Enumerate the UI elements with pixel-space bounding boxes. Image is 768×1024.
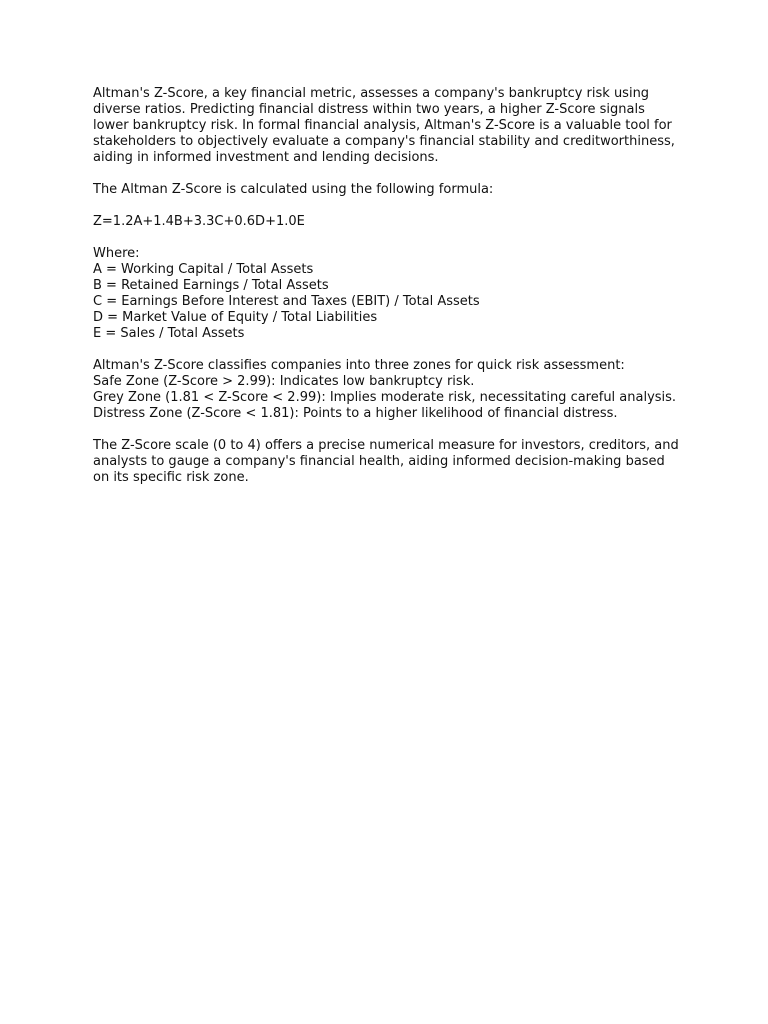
grey-zone: Grey Zone (1.81 < Z-Score < 2.99): Implies moderate risk, necessitating careful analysis.: [93, 390, 677, 405]
variable-b: B = Retained Earnings / Total Assets: [93, 278, 329, 293]
formula-intro: The Altman Z-Score is calculated using the following formula:: [93, 182, 494, 197]
conclusion-paragraph: The Z-Score scale (0 to 4) offers a precise numerical measure for investors, creditors, and analysts to gauge a company's financial health, aiding informed decision-making based on its specific risk zone.: [93, 438, 679, 485]
zones-intro: Altman's Z-Score classifies companies into three zones for quick risk assessment:: [93, 358, 625, 373]
variables-block: [93, 246, 683, 342]
variable-c: C = Earnings Before Interest and Taxes (EBIT) / Total Assets: [93, 294, 480, 309]
zones-block: [93, 358, 683, 422]
formula: Z=1.2A+1.4B+3.3C+0.6D+1.0E: [93, 214, 305, 229]
variable-e: E = Sales / Total Assets: [93, 326, 245, 341]
where-label: Where:: [93, 246, 140, 261]
safe-zone: Safe Zone (Z-Score > 2.99): Indicates low bankruptcy risk.: [93, 374, 475, 389]
variable-d: D = Market Value of Equity / Total Liabilities: [93, 310, 378, 325]
distress-zone: Distress Zone (Z-Score < 1.81): Points to a higher likelihood of financial distress.: [93, 406, 618, 421]
intro-paragraph: Altman's Z-Score, a key financial metric, assesses a company's bankruptcy risk using diverse ratios. Predicting financial distress within two years, a higher Z-Score signals lower bankruptcy risk. In formal financial analysis, Altman's Z-Score is a valuable tool for stakeholders to objectively evaluate a company's financial stability and creditworthiness, aiding in informed investment and lending decisions.: [93, 86, 675, 165]
variable-a: A = Working Capital / Total Assets: [93, 262, 314, 277]
document-body: [93, 86, 683, 502]
